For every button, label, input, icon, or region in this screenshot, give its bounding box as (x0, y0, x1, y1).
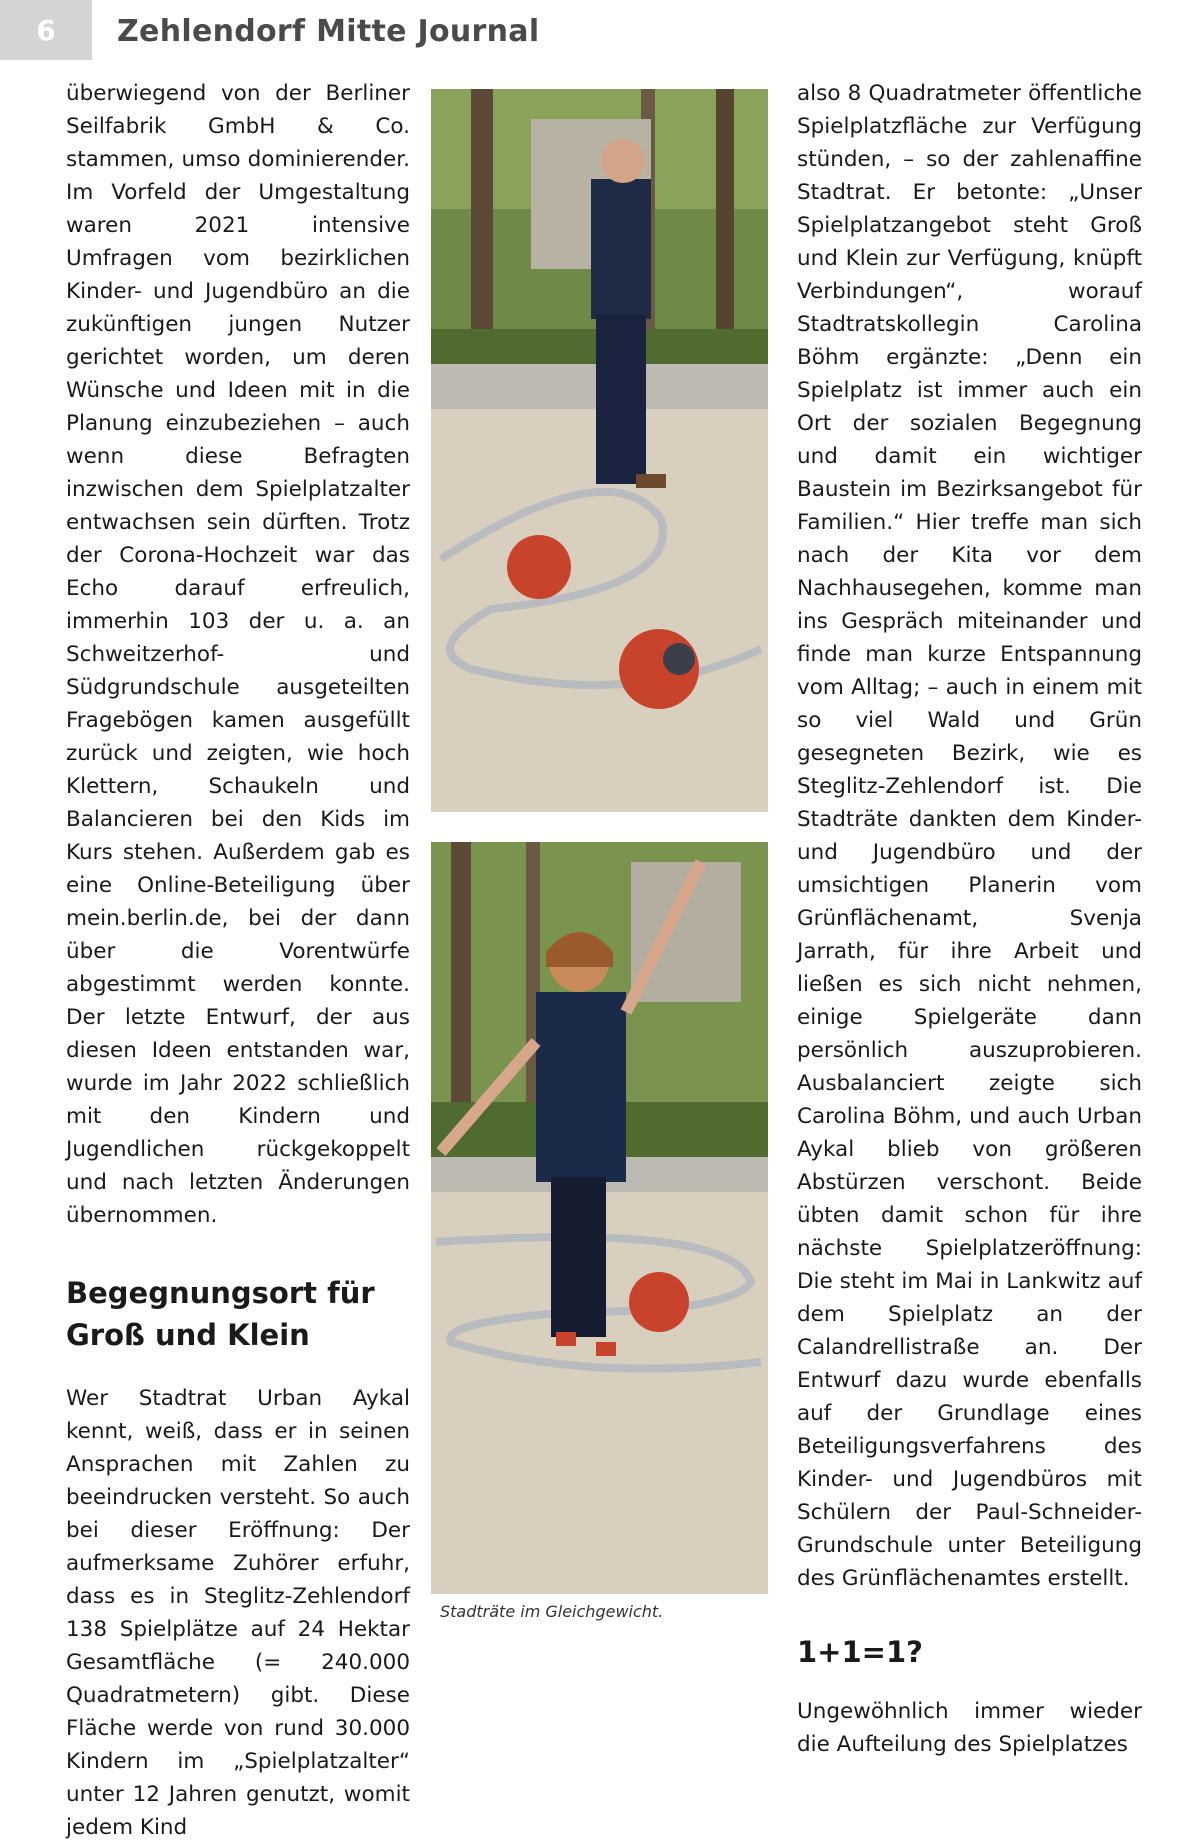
article-paragraph: also 8 Quadratmeter öffentliche Spielplatzfläche zur Verfügung stünden, – so der zahlenaffine Stadtrat. Er betonte: „Unser Spielplatzangebot steht Groß und Klein zur Verfügung, knüpft Verbindungen“, worauf Stadtratskollegin Carolina Böhm ergänzte: „Denn ein Spielplatz ist immer auch ein Ort der sozialen Begegnung und damit ein wichtiger Baustein im Bezirksangebot für Familien.“ Hier treffe man sich nach der Kita vor dem Nachhausegehen, komme man ins Gespräch miteinander und finde man kurze Entspannung vom Alltag; – auch in einem mit so viel Wald und Grün gesegneten Bezirk, wie es Steglitz-Zehlendorf ist. Die Stadträte dankten dem Kinder- und Jugendbüro und der umsichtigen Planerin vom Grünflächenamt, Svenja Jarrath, für ihre Arbeit und ließen es sich nicht nehmen, einige Spielgeräte dann persönlich auszuprobieren. Ausbalanciert zeigte sich Carolina Böhm, und auch Urban Aykal blieb von größeren Abstürzen verschont. Beide übten damit schon für ihre nächste Spielplatzeröffnung: Die steht im Mai in Lankwitz auf dem Spielplatz an der Calandrellistraße an. Der Entwurf dazu wurde ebenfalls auf der Grundlage eines Beteiligungsverfahrens des Kinder- und Jugendbüros mit Schülern der Paul-Schneider-Grundschule unter Beteiligung des Grünflächenamtes erstellt. (797, 81, 1142, 1591)
photo-caption: Stadträte im Gleichgewicht. (440, 1602, 664, 1621)
photo-man-balancing (431, 89, 768, 812)
section-heading: Begegnungsort für Groß und Klein (66, 1276, 375, 1352)
photo-woman-balancing (431, 842, 768, 1594)
article-paragraph: Wer Stadtrat Urban Aykal kennt, weiß, dass er in seinen Ansprachen mit Zahlen zu beeindrucken versteht. So auch bei dieser Eröffnung: Der aufmerksame Zuhörer erfuhr, dass es in Steglitz-Zehlendorf 138 Spielplätze auf 24 Hektar Gesamtfläche (= 240.000 Quadratmetern) gibt. Diese Fläche werde von rund 30.000 Kindern im „Spielplatzalter“ unter 12 Jahren genutzt, womit jedem Kind (66, 1386, 410, 1840)
article-paragraph: überwiegend von der Berliner Seilfabrik GmbH & Co. stammen, umso dominierender. Im Vorfeld der Umgestaltung waren 2021 intensive Umfragen vom bezirklichen Kinder- und Jugendbüro an die zukünftigen jungen Nutzer gerichtet worden, um deren Wünsche und Ideen mit in die Planung einzubeziehen – auch wenn diese Befragten inzwischen dem Spielplatzalter entwachsen sein dürften. Trotz der Corona-Hochzeit war das Echo darauf erfreulich, immerhin 103 der u. a. an Schweitzerhof- und Südgrundschule ausgeteilten Fragebögen kamen ausgefüllt zurück und zeigten, wie hoch Klettern, Schaukeln und Balancieren bei den Kids im Kurs stehen. Außerdem gab es eine Online-Beteiligung über mein.berlin.de, bei der dann über die Vorentwürfe abgestimmt werden konnte. Der letzte Entwurf, der aus diesen Ideen entstanden war, wurde im Jahr 2022 schließlich mit den Kindern und Jugendlichen rückgekoppelt und nach letzten Änderungen übernommen. (66, 81, 410, 1228)
section-heading: 1+1=1? (797, 1635, 923, 1669)
article-paragraph: Ungewöhnlich immer wieder die Aufteilung des Spielplatzes (797, 1699, 1142, 1757)
journal-title: Zehlendorf Mitte Journal (117, 14, 540, 49)
article-column-left (66, 77, 410, 1844)
photo-man-balancing-illustration (431, 89, 768, 812)
article-column-right (797, 77, 1142, 1761)
page-number: 6 (0, 0, 92, 60)
page-header (0, 0, 1200, 64)
photo-woman-balancing-illustration (431, 842, 768, 1594)
